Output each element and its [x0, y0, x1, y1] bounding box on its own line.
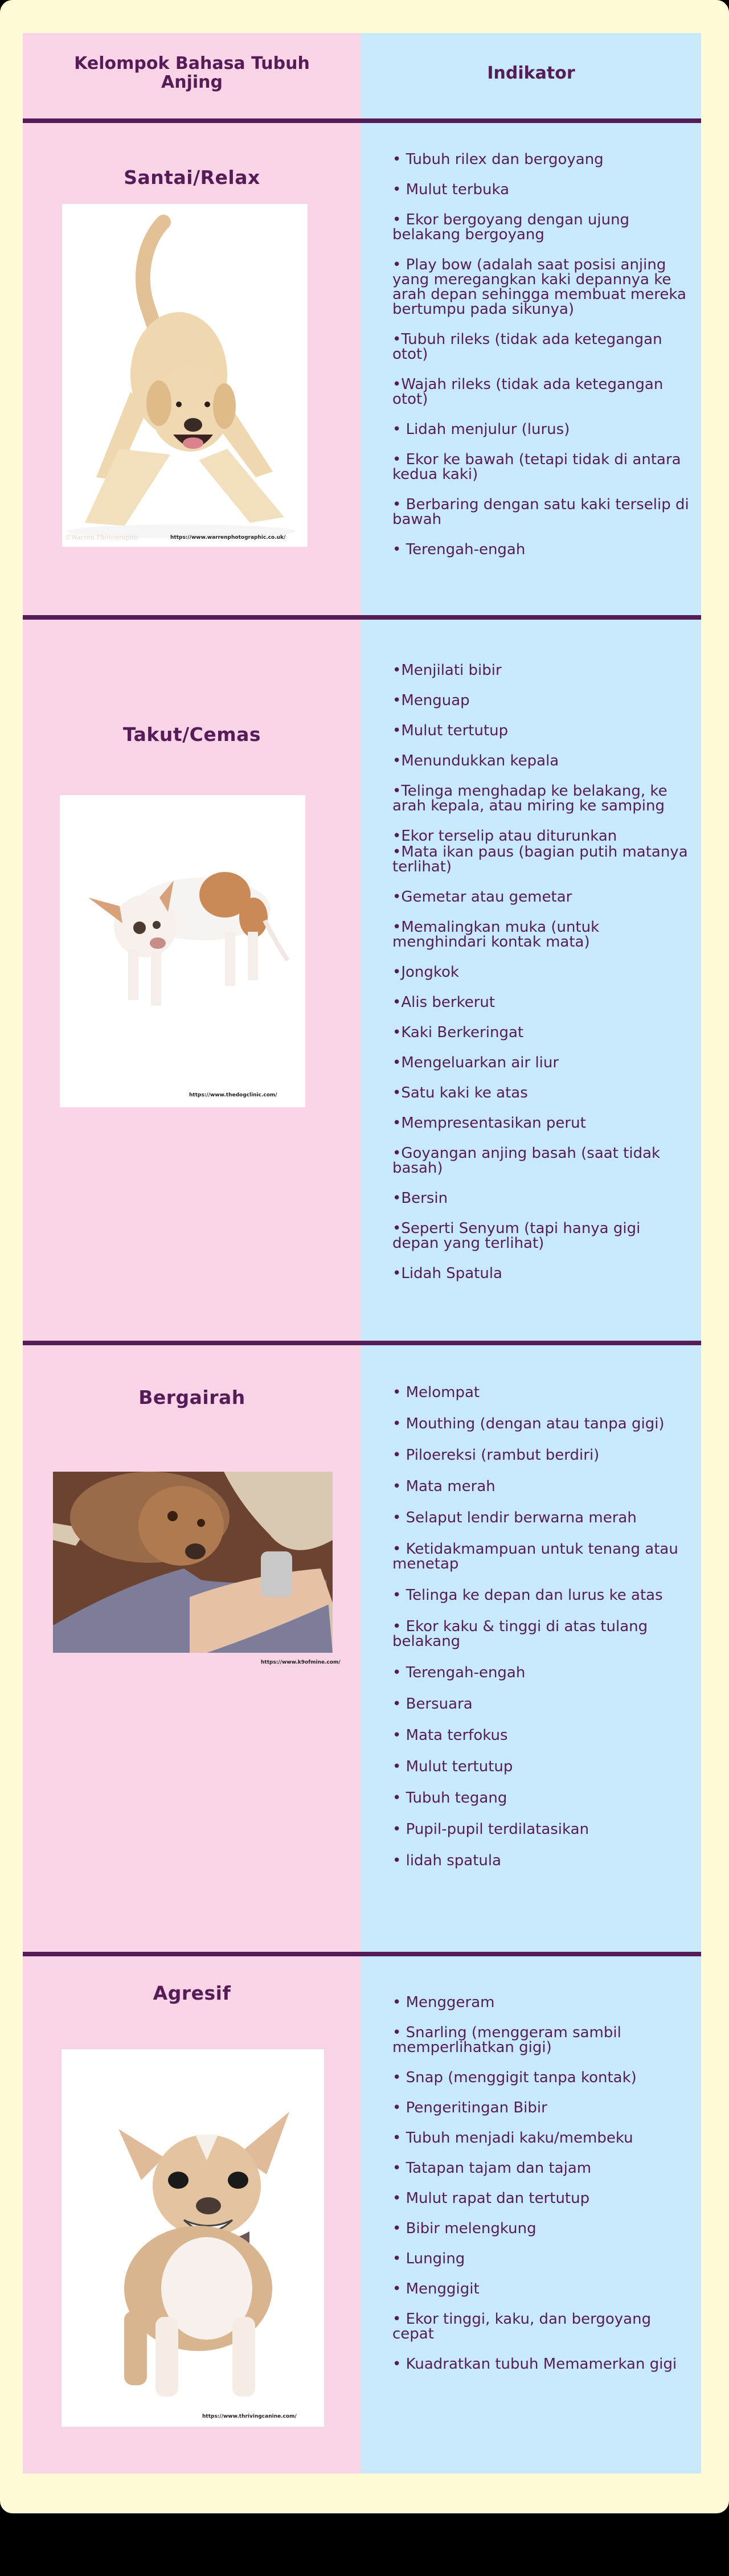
indicator-item: •Tubuh rileks (tidak ada ketegangan otot) [392, 331, 662, 363]
indicator-item: • Bibir melengkung [392, 2220, 536, 2237]
indicator-list [392, 663, 690, 1296]
header-divider [23, 118, 701, 123]
group-cell-right [361, 1956, 701, 2473]
indicator-item: • Mata terfokus [392, 1727, 508, 1744]
table-header [23, 33, 701, 118]
group-row-aggressive [23, 1956, 701, 2473]
group-title: Santai/Relax [124, 166, 260, 189]
dog-play-bow-photo [62, 204, 308, 547]
indicator-item: •Memalingkan muka (untuk menghindari kontak mata) [392, 919, 600, 951]
indicator-item: • Play bow (adalah saat posisi anjing yang meregangkan kaki depannya ke arah depan sehingga membuat mereka bertumpu pada sikunya) [392, 256, 686, 318]
indicator-item: • Pengeritingan Bibir [392, 2099, 547, 2116]
header-left-cell [23, 33, 361, 118]
indicator-item: • Ketidakmampuan untuk tenang atau menetap [392, 1541, 678, 1572]
indicator-item: • Lidah menjulur (lurus) [392, 421, 570, 438]
indicator-item: • Menggigit [392, 2280, 480, 2297]
section-divider [23, 615, 701, 620]
photo-credit: https://www.thedogclinic.com/ [189, 1092, 277, 1098]
indicator-item: • Terengah-engah [392, 1664, 526, 1681]
scared-chihuahua-photo [60, 795, 305, 1107]
indicator-item: • Kuadratkan tubuh Memamerkan gigi [392, 2356, 677, 2373]
indicator-list [392, 1385, 690, 1885]
group-cell-right [361, 123, 701, 615]
indicator-item: • Tubuh menjadi kaku/membeku [392, 2129, 633, 2147]
indicator-item: • Ekor bergoyang dengan ujung belakang bergoyang [392, 211, 630, 243]
photo-watermark: ©Warren Photographic [65, 534, 140, 541]
indicator-item: • Mouthing (dengan atau tanpa gigi) [392, 1415, 665, 1432]
indicator-item: •Telinga menghadap ke belakang, ke arah kepala, atau miring ke samping [392, 783, 667, 814]
body-language-table [23, 33, 701, 2473]
indicator-item: • Tubuh rilex dan bergoyang [392, 151, 604, 168]
indicator-list [392, 152, 690, 572]
group-title: Bergairah [138, 1386, 245, 1408]
indicator-item: •Jongkok [392, 964, 459, 981]
indicator-item: •Menguap [392, 692, 470, 709]
indicator-item: • Mulut terbuka [392, 181, 510, 198]
indicator-item: •Menjilati bibir [392, 662, 502, 679]
indicator-item: • Snap (menggigit tanpa kontak) [392, 2069, 637, 2086]
group-row-aroused [23, 1345, 701, 1952]
group-cell-right [361, 1345, 701, 1952]
indicator-item: • Terengah-engah [392, 541, 526, 558]
indicator-item: • Tatapan tajam dan tajam [392, 2160, 592, 2177]
indicator-item: • lidah spatula [392, 1852, 502, 1869]
indicator-item: •Ekor terselip atau diturunkan [392, 828, 617, 845]
header-left-title: Kelompok Bahasa Tubuh Anjing [74, 54, 310, 92]
header-right-cell [361, 33, 701, 118]
photo-credit: https://www.warrenphotographic.co.uk/ [170, 535, 286, 540]
group-cell-left [23, 1345, 361, 1952]
indicator-item: • Ekor tinggi, kaku, dan bergoyang cepat [392, 2311, 652, 2342]
indicator-item: • Mulut tertutup [392, 1758, 513, 1775]
indicator-item: •Wajah rileks (tidak ada ketegangan otot) [392, 376, 664, 408]
indicator-item: •Gemetar atau gemetar [392, 888, 572, 906]
indicator-item: • Menggeram [392, 1994, 495, 2011]
indicator-item: •Mata ikan paus (bagian putih matanya terlihat) [392, 843, 688, 875]
indicator-list [392, 1995, 690, 2387]
aggressive-dog-icon [62, 2049, 324, 2427]
snarling-chihuahua-photo [62, 2049, 324, 2427]
indicator-item: •Seperti Senyum (tapi hanya gigi depan yang terlihat) [392, 1220, 641, 1252]
indicator-item: • Telinga ke depan dan lurus ke atas [392, 1587, 663, 1604]
indicator-item: • Ekor ke bawah (tetapi tidak di antara kedua kaki) [392, 451, 681, 483]
indicator-item: • Selaput lendir berwarna merah [392, 1509, 637, 1526]
group-title: Agresif [153, 1982, 231, 2004]
group-row-relax [23, 123, 701, 615]
dog-play-bow-icon [62, 204, 308, 547]
group-cell-right [361, 620, 701, 1341]
indicator-item: •Kaki Berkeringat [392, 1024, 524, 1041]
group-cell-left [23, 1956, 361, 2473]
indicator-item: •Alis berkerut [392, 994, 495, 1011]
indicator-item: • Mata merah [392, 1478, 495, 1495]
photo-credit: https://www.thrivingcanine.com/ [202, 2414, 297, 2419]
group-cell-left [23, 620, 361, 1341]
indicator-item: • Ekor kaku & tinggi di atas tulang belakang [392, 1618, 648, 1650]
indicator-item: • Snarling (menggeram sambil memperlihatkan gigi) [392, 2024, 621, 2056]
excited-dog-icon [53, 1472, 333, 1653]
indicator-item: •Mengeluarkan air liur [392, 1054, 559, 1071]
scared-dog-icon [60, 795, 305, 1107]
indicator-item: • Lunging [392, 2250, 465, 2267]
indicator-item: •Bersin [392, 1190, 448, 1207]
group-cell-left [23, 123, 361, 615]
section-divider [23, 1952, 701, 1956]
group-row-fear [23, 620, 701, 1341]
header-right-title: Indikator [487, 63, 575, 83]
indicator-item: •Mulut tertutup [392, 722, 509, 739]
indicator-item: •Menundukkan kepala [392, 752, 559, 769]
dog-tugging-sleeve-photo [53, 1472, 333, 1653]
indicator-item: • Melompat [392, 1384, 480, 1401]
indicator-item: • Bersuara [392, 1696, 473, 1713]
indicator-item: • Pupil-pupil terdilatasikan [392, 1821, 589, 1838]
indicator-item: •Mempresentasikan perut [392, 1115, 586, 1132]
indicator-item: •Satu kaki ke atas [392, 1084, 528, 1101]
indicator-item: • Tubuh tegang [392, 1789, 507, 1807]
indicator-item: •Goyangan anjing basah (saat tidak basah) [392, 1145, 661, 1177]
indicator-item: • Piloereksi (rambut berdiri) [392, 1447, 600, 1464]
group-title: Takut/Cemas [122, 723, 261, 746]
photo-credit: https://www.k9ofmine.com/ [261, 1660, 341, 1665]
indicator-item: • Mulut rapat dan tertutup [392, 2190, 590, 2207]
indicator-item: • Berbaring dengan satu kaki terselip di bawah [392, 496, 689, 528]
section-divider [23, 1341, 701, 1345]
indicator-item: •Lidah Spatula [392, 1265, 502, 1282]
